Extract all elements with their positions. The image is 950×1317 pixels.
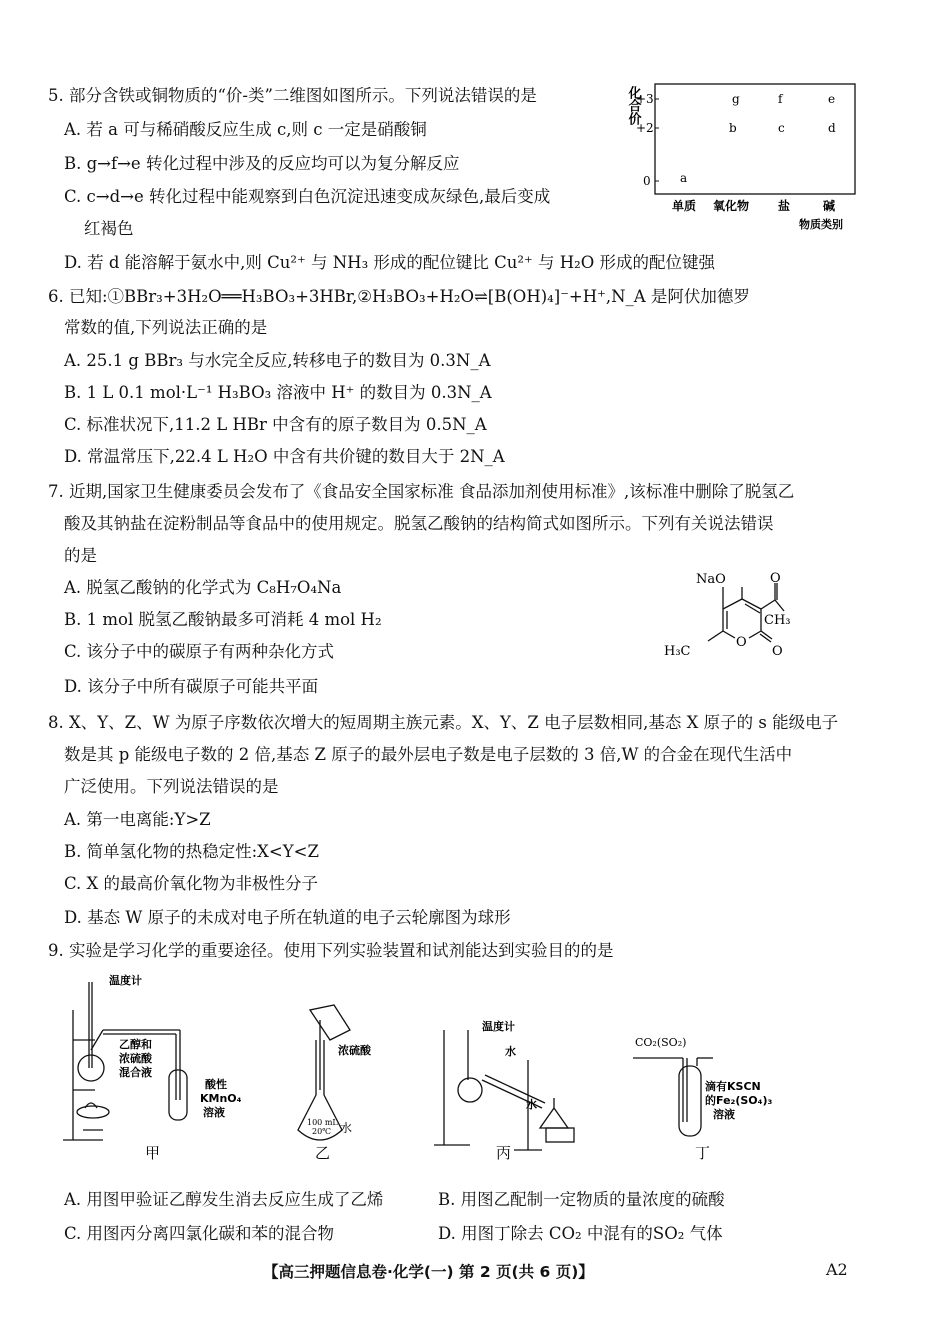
q8-option-c: C. X 的最高价氧化物为非极性分子 xyxy=(64,874,319,893)
q7-stem-line1: 7. 近期,国家卫生健康委员会发布了《食品安全国家标准 食品添加剂使用标准》,该标准中删除了脱氢乙 xyxy=(48,482,795,501)
q8-option-b: B. 简单氢化物的热稳定性:X<Y<Z xyxy=(64,842,319,861)
q5-option-c-line1: C. c→d→e 转化过程中能观察到白色沉淀迅速变成灰绿色,最后变成 xyxy=(64,187,551,206)
jia-kmno4-label-1: 酸性 xyxy=(205,1078,227,1091)
apparatus-ding xyxy=(625,1030,773,1162)
chart-point-c: c xyxy=(778,121,785,135)
yi-flask-volume: 100 mL xyxy=(307,1118,338,1127)
ding-solution-label-1: 滴有KSCN xyxy=(705,1080,761,1093)
q9-option-d: D. 用图丁除去 CO₂ 中混有的SO₂ 气体 xyxy=(438,1224,723,1243)
q8-stem-line1: 8. X、Y、Z、W 为原子序数依次增大的短周期主族元素。X、Y、Z 电子层数相同,基态 X 原子的 s 能级电子 xyxy=(48,713,839,732)
q7-stem-line3: 的是 xyxy=(64,546,97,565)
q6-option-a: A. 25.1 g BBr₃ 与水完全反应,转移电子的数目为 0.3N_A xyxy=(64,351,491,370)
chart-point-f: f xyxy=(778,92,783,106)
page-footer: 【高三押题信息卷·化学(一) 第 2 页(共 6 页)】 xyxy=(263,1263,594,1281)
q5-option-d: D. 若 d 能溶解于氨水中,则 Cu²⁺ 与 NH₃ 形成的配位键比 Cu²⁺ 与 H₂O 形成的配位键强 xyxy=(64,253,716,272)
yi-acid-label: 浓硫酸 xyxy=(338,1044,371,1057)
jia-kmno4-label-2: KMnO₄ xyxy=(200,1092,242,1105)
q5-option-b: B. g→f→e 转化过程中涉及的反应均可以为复分解反应 xyxy=(64,154,460,173)
chart-point-a: a xyxy=(680,171,688,185)
yi-caption: 乙 xyxy=(315,1144,331,1162)
paper-code: A2 xyxy=(826,1260,848,1279)
ding-caption: 丁 xyxy=(695,1144,711,1162)
chart-ytick-zero: 0 xyxy=(643,174,651,188)
q7-option-d: D. 该分子中所有碳原子可能共平面 xyxy=(64,677,319,696)
molecule-ring-oxygen: O xyxy=(736,635,747,650)
q7-stem-line2: 酸及其钠盐在淀粉制品等食品中的使用规定。脱氢乙酸钠的结构简式如图所示。下列有关说法错误 xyxy=(64,514,774,533)
q8-option-d: D. 基态 W 原子的未成对电子所在轨道的电子云轮廓图为球形 xyxy=(64,908,511,927)
chart-category-elemental: 单质 xyxy=(672,199,697,213)
jia-mixture-label-1: 乙醇和 xyxy=(119,1038,152,1051)
q6-stem-line1: 6. 已知:①BBr₃+3H₂O══H₃BO₃+3HBr,②H₃BO₃+H₂O⇌[B(OH)₄]⁻+H⁺,N_A 是阿伏加德罗 xyxy=(48,287,750,306)
chart-point-b: b xyxy=(729,121,737,135)
jia-kmno4-label-3: 溶液 xyxy=(203,1106,225,1119)
q5-option-a: A. 若 a 可与稀硝酸反应生成 c,则 c 一定是硝酸铜 xyxy=(64,120,427,139)
yi-flask-temperature: 20℃ xyxy=(312,1127,332,1136)
jia-mixture-label-3: 混合液 xyxy=(119,1066,152,1079)
bing-water-out-label: 水 xyxy=(526,1098,537,1111)
q9-option-a: A. 用图甲验证乙醇发生消去反应生成了乙烯 xyxy=(64,1190,384,1209)
q7-option-b: B. 1 mol 脱氢乙酸钠最多可消耗 4 mol H₂ xyxy=(64,610,382,629)
molecule-lactone-oxygen: O xyxy=(772,644,783,659)
chart-ylabel: 化合价 xyxy=(625,86,641,125)
q6-option-b: B. 1 L 0.1 mol·L⁻¹ H₃BO₃ 溶液中 H⁺ 的数目为 0.3N_A xyxy=(64,383,492,402)
bing-caption: 丙 xyxy=(496,1144,512,1162)
ding-solution-label-2: 的Fe₂(SO₄)₃ xyxy=(705,1094,773,1107)
bing-water-in-label: 水 xyxy=(505,1045,516,1058)
apparatus-bing xyxy=(430,1020,590,1160)
q6-stem-line2: 常数的值,下列说法正确的是 xyxy=(64,318,268,337)
sodium-dehydroacetate-structure xyxy=(660,563,810,665)
q6-option-c: C. 标准状况下,11.2 L HBr 中含有的原子数目为 0.5N_A xyxy=(64,415,487,434)
q8-option-a: A. 第一电离能:Y>Z xyxy=(64,810,211,829)
molecule-ring-methyl: H₃C xyxy=(664,644,691,659)
q8-stem-line3: 广泛使用。下列说法错误的是 xyxy=(64,777,279,796)
yi-water-label: 水 xyxy=(340,1121,353,1135)
q9-option-c: C. 用图丙分离四氯化碳和苯的混合物 xyxy=(64,1224,335,1243)
q5-stem: 5. 部分含铁或铜物质的“价-类”二维图如图所示。下列说法错误的是 xyxy=(48,86,537,105)
molecule-carbonyl-oxygen: O xyxy=(770,571,781,586)
q5-option-c-line2: 红褐色 xyxy=(84,219,134,238)
chart-category-base: 碱 xyxy=(823,199,836,213)
jia-thermometer-label: 温度计 xyxy=(109,974,142,987)
q8-stem-line2: 数是其 p 能级电子数的 2 倍,基态 Z 原子的最外层电子数是电子层数的 3 倍,W 的合金在现代生活中 xyxy=(64,745,793,764)
molecule-acetyl-methyl: CH₃ xyxy=(764,613,791,628)
apparatus-yi xyxy=(290,1000,400,1160)
q7-option-a: A. 脱氢乙酸钠的化学式为 C₈H₇O₄Na xyxy=(64,578,342,597)
chart-category-oxide: 氧化物 xyxy=(713,199,750,213)
chart-ytick-plus2: +2 xyxy=(636,121,654,135)
ding-solution-label-3: 溶液 xyxy=(713,1108,735,1121)
q6-option-d: D. 常温常压下,22.4 L H₂O 中含有共价键的数目大于 2N_A xyxy=(64,447,505,466)
chart-category-salt: 盐 xyxy=(778,199,791,213)
q7-option-c: C. 该分子中的碳原子有两种杂化方式 xyxy=(64,642,335,661)
chart-point-g: g xyxy=(732,92,740,106)
jia-mixture-label-2: 浓硫酸 xyxy=(119,1052,152,1065)
apparatus-jia xyxy=(55,970,255,1160)
bing-thermometer-label: 温度计 xyxy=(482,1020,515,1033)
ding-gas-label: CO₂(SO₂) xyxy=(635,1036,687,1049)
chart-ytick-plus3: +3 xyxy=(636,92,654,106)
chart-xlabel: 物质类别 xyxy=(799,218,843,231)
molecule-nao: NaO xyxy=(696,572,726,587)
chart-point-e: e xyxy=(828,92,836,106)
valence-category-chart xyxy=(615,78,885,236)
q9-stem: 9. 实验是学习化学的重要途径。使用下列实验装置和试剂能达到实验目的的是 xyxy=(48,941,614,960)
jia-caption: 甲 xyxy=(145,1144,161,1162)
q9-option-b: B. 用图乙配制一定物质的量浓度的硫酸 xyxy=(438,1190,725,1209)
chart-point-d: d xyxy=(828,121,836,135)
